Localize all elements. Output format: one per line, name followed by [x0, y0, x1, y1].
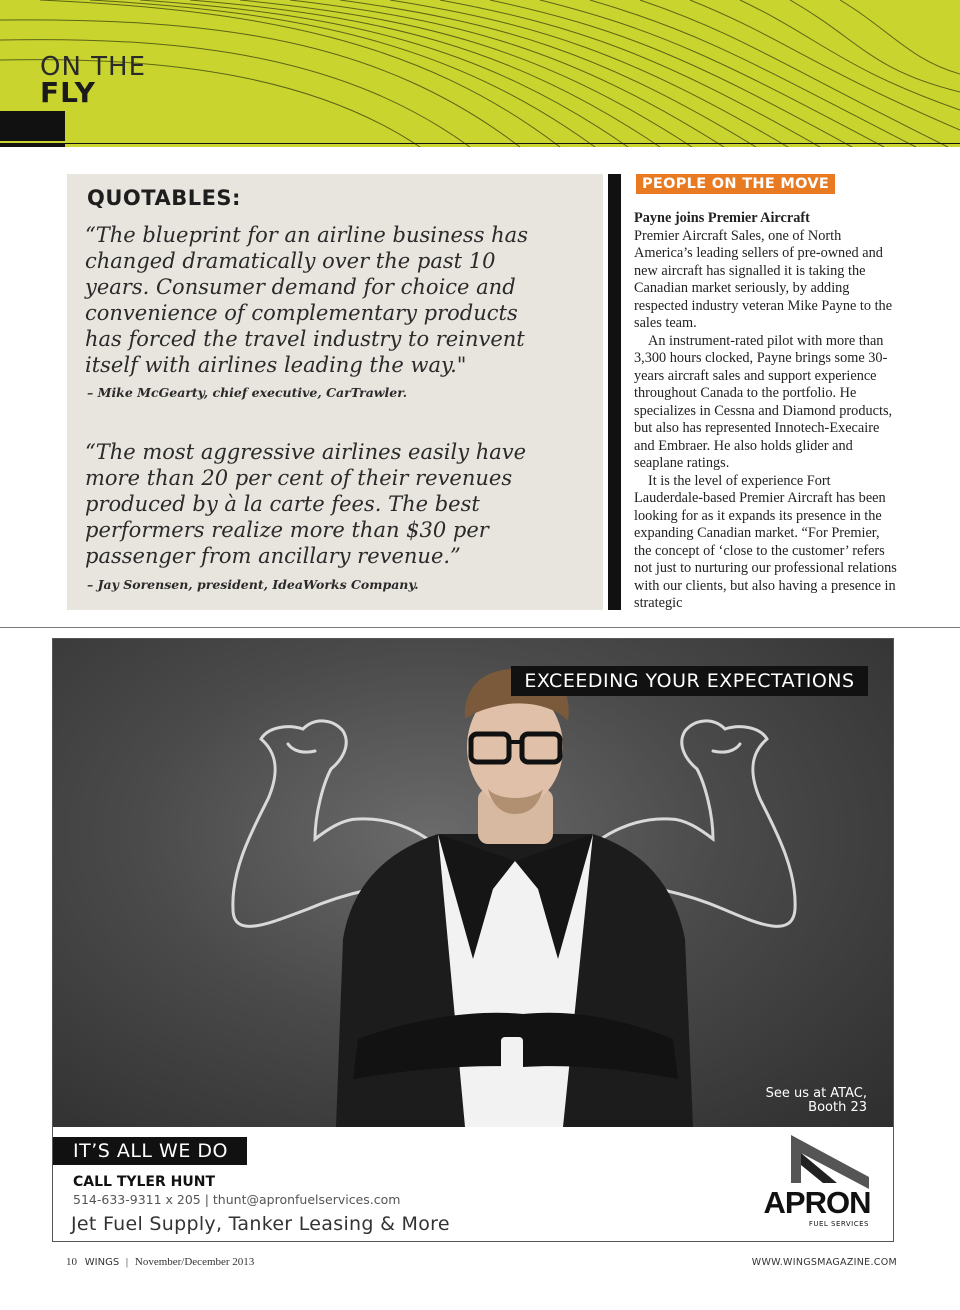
section-header [0, 0, 960, 147]
quotables-box [67, 174, 603, 610]
logo-subtitle: FUEL SERVICES [808, 1220, 869, 1228]
article-paragraph: It is the level of experience Fort Lauderdale-based Premier Aircraft has been looking for as it expands its presence in the expanding Canadian market. “For Premier, the concept of ‘close to the customer’ refers not just to nurturing our professional relations with our clients, but also having a presence in strategic [634, 472, 897, 611]
quote-text: “The most aggressive airlines easily have more than 20 per cent of their revenues produced by à la carte fees. The best performers realize more than $30 per passenger from ancillary revenue.” [85, 440, 527, 568]
article-body [634, 210, 900, 613]
quotables-title: QUOTABLES: [87, 186, 241, 210]
ad-call-name: CALL TYLER HUNT [73, 1174, 216, 1190]
ad-booth-line: Booth 23 [808, 1100, 867, 1115]
footer-separator: | [125, 1256, 129, 1268]
website-url: WWW.WINGSMAGAZINE.COM [751, 1257, 897, 1268]
section-title-line1: ON THE [40, 52, 147, 82]
ad-photo [53, 639, 893, 1127]
header-black-block [0, 111, 65, 141]
ad-booth-line: See us at ATAC, [765, 1086, 867, 1101]
apron-logo [761, 1133, 873, 1233]
page-footer [66, 1256, 254, 1268]
page-number: 10 [66, 1256, 77, 1268]
ad-illustration [53, 639, 893, 1127]
advertisement [52, 638, 894, 1242]
quote-text: “The blueprint for an airline business has changed dramatically over the past 10 years. Consumer demand for choice and convenience of complementary products has forced the travel industry to reinvent itself with airlines leading the way." [85, 223, 528, 377]
magazine-name: WINGS [84, 1257, 120, 1268]
issue-date: November/December 2013 [134, 1256, 255, 1268]
person-figure [336, 669, 693, 1127]
logo-name: APRON [763, 1185, 871, 1220]
article-headline: Payne joins Premier Aircraft [634, 210, 810, 226]
article-paragraph: An instrument-rated pilot with more than 3,300 hours clocked, Payne brings some 30-years aircraft sales and support experience throughout Canada to the portfolio. He specializes in Cessna and Diamond products, but also has represented Innotech-Execaire and Embraer. He also holds glider and seaplane ratings. [634, 332, 893, 471]
header-bar [0, 143, 65, 147]
quote-attribution: – Jay Sorensen, president, IdeaWorks Company. [87, 577, 419, 592]
quote-attribution: – Mike McGearty, chief executive, CarTrawler. [87, 385, 408, 400]
page-divider [0, 627, 960, 628]
article-paragraph: Premier Aircraft Sales, one of North America’s leading sellers of pre-owned and new aircraft has signalled it is taking the Canadian market seriously, by adding respected industry veteran Mike Payne to the sales team. [634, 227, 893, 331]
column-divider [608, 174, 621, 610]
ad-banner: EXCEEDING YOUR EXPECTATIONS [511, 666, 868, 696]
apron-logo-mark-icon [761, 1133, 873, 1193]
ad-tag: IT’S ALL WE DO [53, 1137, 247, 1165]
section-title-line2: FLY [40, 76, 96, 109]
ad-contact-info: 514-633-9311 x 205 | thunt@apronfuelservices.com [73, 1192, 401, 1207]
ad-booth-info [766, 1087, 867, 1115]
header-rule [65, 143, 960, 144]
ad-tagline: Jet Fuel Supply, Tanker Leasing & More [71, 1213, 450, 1235]
people-on-the-move-label: PEOPLE ON THE MOVE [636, 174, 835, 194]
